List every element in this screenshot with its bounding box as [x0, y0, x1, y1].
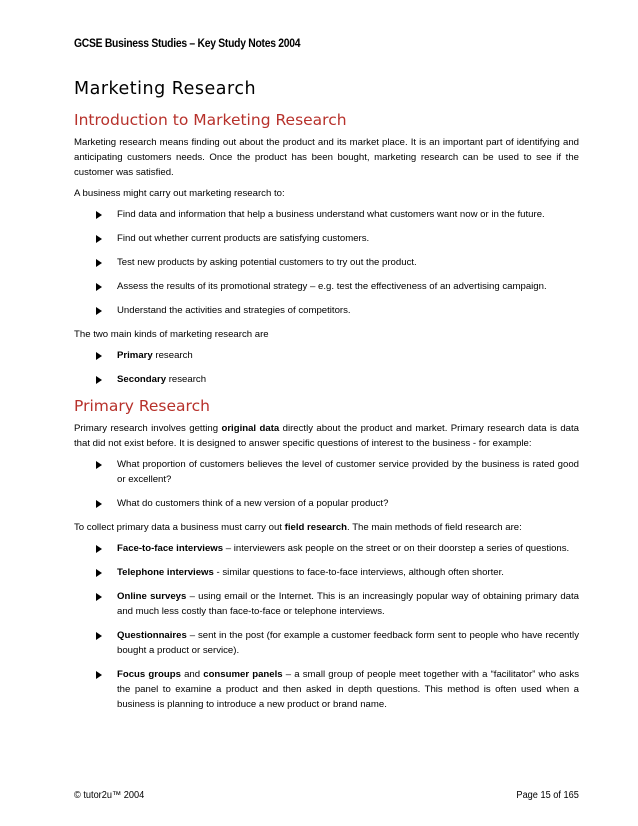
- kind-bold: Primary: [117, 350, 153, 361]
- bullet-arrow-icon: [96, 500, 102, 508]
- text-run: directly about the product and market. Primary research data is data that did not exist before. It is designed to answer specific questions of interest to the business - for example:: [74, 423, 580, 449]
- list-item: [74, 628, 579, 658]
- kinds-list: [74, 348, 579, 387]
- list-item: [74, 457, 579, 487]
- bullet-arrow-icon: [96, 235, 102, 243]
- intro-paragraph-2: A business might carry out marketing research to:: [74, 188, 285, 199]
- section-heading-primary: Primary Research: [74, 397, 210, 415]
- bullet-arrow-icon: [96, 461, 102, 469]
- list-item: [74, 541, 579, 556]
- reasons-list: [74, 207, 579, 318]
- method-bold: Online surveys: [117, 591, 187, 602]
- document-body: [74, 110, 579, 721]
- method-rest: – using email or the Internet. This is an increasingly popular way of obtaining primary data and much less costly than face-to-face or telephone interviews.: [117, 591, 579, 617]
- method-rest: - similar questions to face-to-face interviews, although often shorter.: [213, 567, 504, 578]
- method-bold: Face-to-face interviews: [117, 543, 224, 554]
- bullet-arrow-icon: [96, 593, 102, 601]
- primary-paragraph-2: [74, 520, 579, 535]
- list-item: [74, 496, 579, 511]
- questions-list: [74, 457, 579, 511]
- running-header: GCSE Business Studies – Key Study Notes 2004: [74, 38, 301, 50]
- list-item-text: What proportion of customers believes the level of customer service provided by the business is rated good or excellent?: [117, 459, 579, 485]
- bullet-arrow-icon: [96, 671, 102, 679]
- bullet-arrow-icon: [96, 545, 102, 553]
- list-item: [74, 667, 579, 712]
- kind-rest: research: [152, 350, 193, 361]
- bullet-arrow-icon: [96, 307, 102, 315]
- list-item: [74, 231, 579, 246]
- list-item: [74, 589, 579, 619]
- kind-rest: research: [166, 374, 207, 385]
- bullet-arrow-icon: [96, 259, 102, 267]
- list-item: [74, 303, 579, 318]
- list-item-text: Find data and information that help a business understand what customers want now or in the future.: [117, 209, 545, 220]
- bold-run: field research: [284, 522, 348, 533]
- list-item: [74, 279, 579, 294]
- list-item-text: Test new products by asking potential customers to try out the product.: [117, 257, 417, 268]
- list-item-text: Understand the activities and strategies of competitors.: [117, 305, 351, 316]
- method-rest: – a small group of people meet together with a “facilitator” who asks the panel to examine a product and then asked in depth questions. This method is often used when a business is planning to introduce a new product or brand name.: [117, 669, 580, 710]
- method-bold: Focus groups: [117, 669, 181, 680]
- footer-copyright: © tutor2u™ 2004: [74, 790, 145, 801]
- intro-paragraph-3: The two main kinds of marketing research are: [74, 329, 269, 340]
- method-mid: and: [180, 669, 204, 680]
- method-rest: – interviewers ask people on the street or on their doorstep a series of questions.: [223, 543, 570, 554]
- text-run: To collect primary data a business must carry out: [74, 522, 285, 533]
- bullet-arrow-icon: [96, 283, 102, 291]
- bullet-arrow-icon: [96, 632, 102, 640]
- methods-list: [74, 541, 579, 712]
- list-item: [74, 255, 579, 270]
- text-run: Primary research involves getting: [74, 423, 222, 434]
- list-item: [74, 372, 579, 387]
- method-bold-2: consumer panels: [203, 669, 283, 680]
- section-heading-intro: Introduction to Marketing Research: [74, 111, 347, 129]
- list-item-text: Find out whether current products are satisfying customers.: [117, 233, 370, 244]
- list-item: [74, 207, 579, 222]
- bold-run: original data: [221, 423, 280, 434]
- list-item-text: What do customers think of a new version of a popular product?: [117, 498, 389, 509]
- list-item: [74, 348, 579, 363]
- method-rest: – sent in the post (for example a customer feedback form sent to people who have recently bought a product or service).: [117, 630, 579, 656]
- list-item-text: Assess the results of its promotional strategy – e.g. test the effectiveness of an advertising campaign.: [117, 281, 547, 292]
- primary-paragraph-1: [74, 421, 579, 451]
- bullet-arrow-icon: [96, 569, 102, 577]
- method-bold: Telephone interviews: [117, 567, 214, 578]
- bullet-arrow-icon: [96, 352, 102, 360]
- kind-bold: Secondary: [117, 374, 167, 385]
- page-title: Marketing Research: [74, 79, 257, 99]
- text-run: . The main methods of field research are:: [347, 522, 522, 533]
- footer-page-number: Page 15 of 165: [516, 790, 579, 801]
- list-item: [74, 565, 579, 580]
- method-bold: Questionnaires: [117, 630, 187, 641]
- bullet-arrow-icon: [96, 376, 102, 384]
- bullet-arrow-icon: [96, 211, 102, 219]
- intro-paragraph-1: Marketing research means finding out about the product and its market place. It is an important part of identifying and anticipating customers needs. Once the product has been bought, marketing research can be used to see if the customer was satisfied.: [74, 137, 579, 178]
